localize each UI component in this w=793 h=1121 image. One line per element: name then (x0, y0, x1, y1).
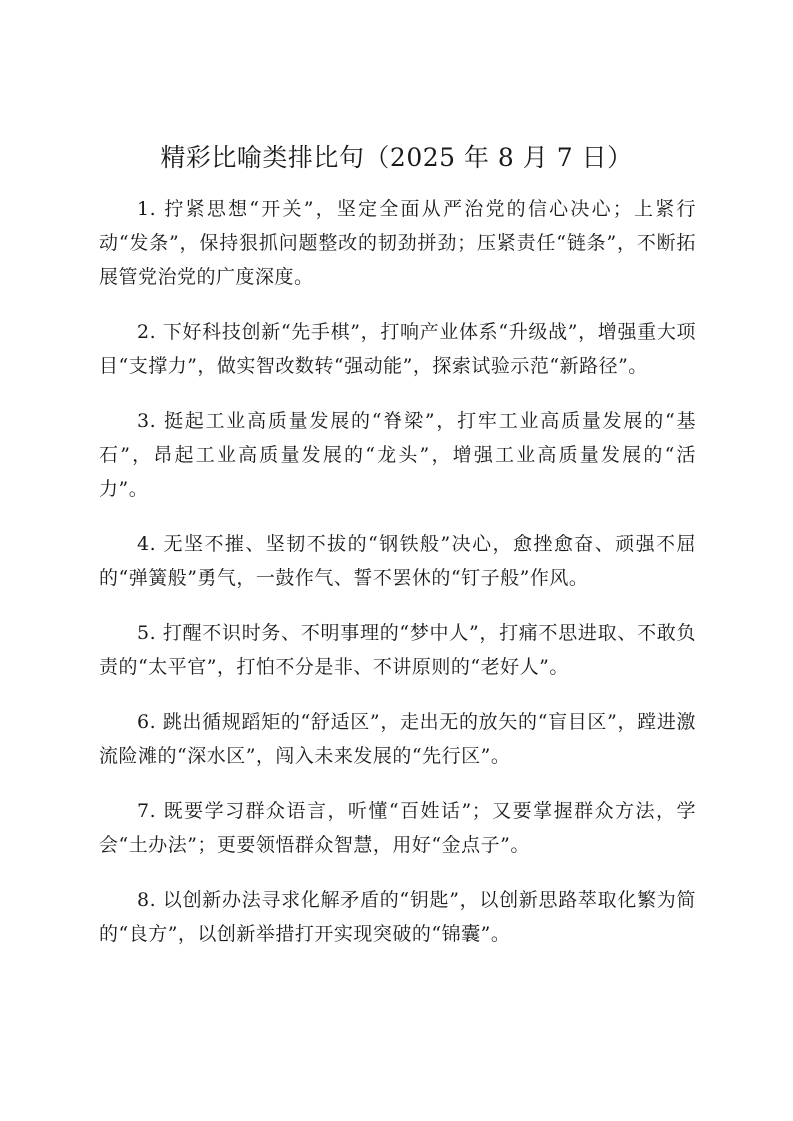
paragraph-3: 3. 挺起工业高质量发展的“脊梁”，打牢工业高质量发展的“基石”，昂起工业高质量发展的“龙头”，增强工业高质量发展的“活力”。 (99, 410, 696, 500)
paragraph-5: 5. 打醒不识时务、不明事理的“梦中人”，打痛不思进取、不敢负责的“太平官”，打怕不分是非、不讲原则的“老好人”。 (99, 622, 696, 678)
paragraph-6: 6. 跳出循规蹈矩的“舒适区”，走出无的放矢的“盲目区”，蹚进激流险滩的“深水区”，闯入未来发展的“先行区”。 (99, 711, 696, 767)
paragraph-8: 8. 以创新办法寻求化解矛盾的“钥匙”，以创新思路萃取化繁为简的“良方”，以创新举措打开实现突破的“锦囊”。 (99, 889, 696, 945)
paragraph-1: 1. 拧紧思想“开关”，坚定全面从严治党的信心决心；上紧行动“发条”，保持狠抓问题整改的韧劲拼劲；压紧责任“链条”，不断拓展管党治党的广度深度。 (99, 198, 696, 288)
paragraph-4: 4. 无坚不摧、坚韧不拔的“钢铁般”决心，愈挫愈奋、顽强不屈的“弹簧般”勇气，一鼓作气、誓不罢休的“钉子般”作风。 (99, 533, 696, 589)
document-title: 精彩比喻类排比句（2025 年 8 月 7 日） (160, 143, 633, 172)
paragraph-7: 7. 既要学习群众语言，听懂“百姓话”；又要掌握群众方法，学会“土办法”；更要领悟群众智慧，用好“金点子”。 (99, 800, 696, 856)
document-body (99, 192, 696, 972)
paragraph-2: 2. 下好科技创新“先手棋”，打响产业体系“升级战”，增强重大项目“支撑力”，做实智改数转“强动能”，探索试验示范“新路径”。 (99, 321, 696, 377)
